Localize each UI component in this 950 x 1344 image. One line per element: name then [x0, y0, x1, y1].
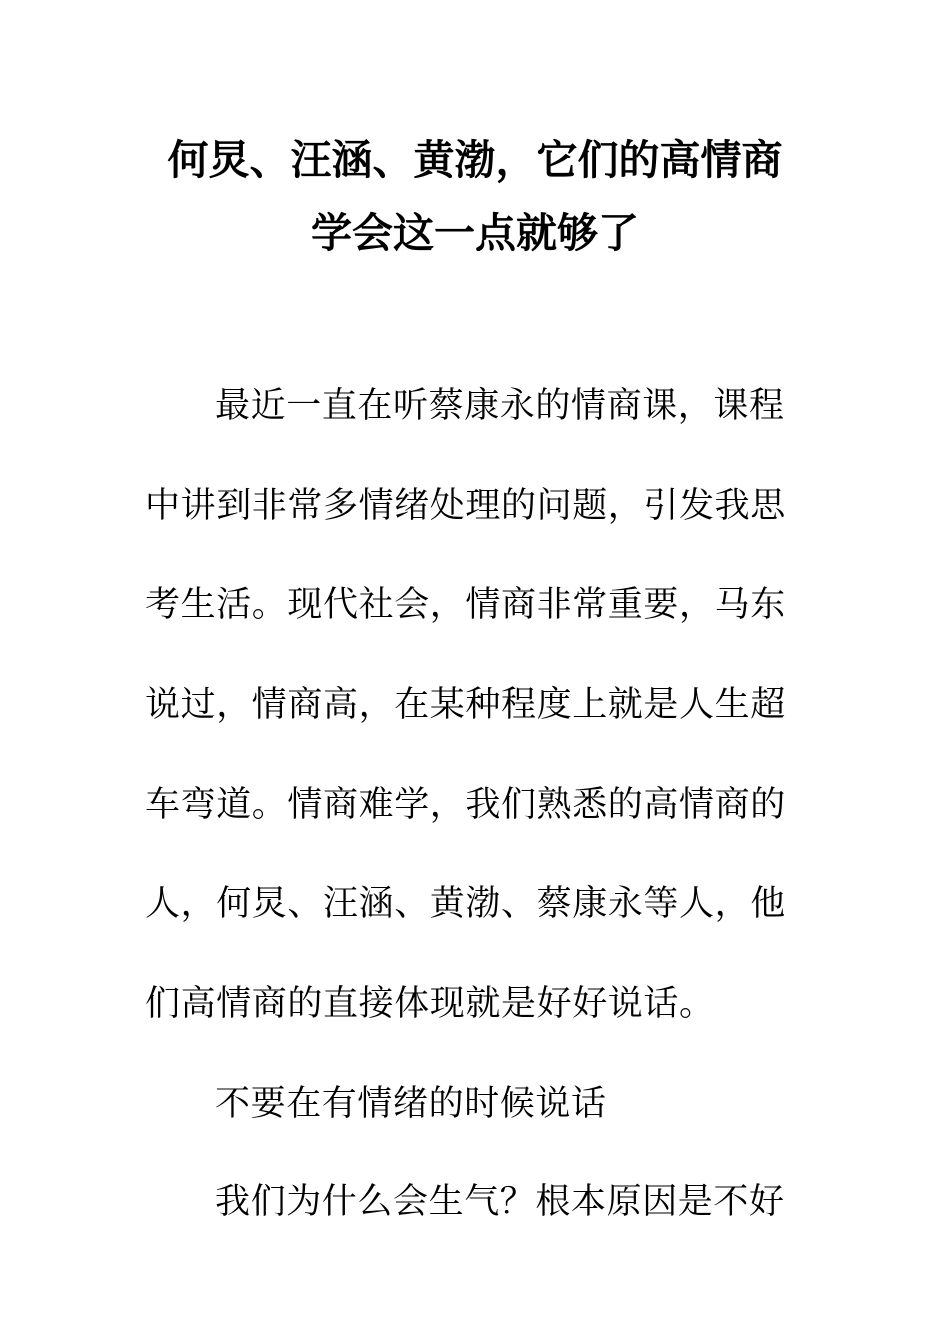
title-line-2: 学会这一点就够了	[311, 209, 639, 257]
paragraph-1-line-4: 说过，情商高，在某种程度上就是人生超	[145, 685, 786, 725]
paragraph-1-line-7: 们高情商的直接体现就是好好说话。	[145, 984, 715, 1024]
paragraph-1-line-3: 考生活。现代社会，情商非常重要，马东	[145, 585, 786, 625]
paragraph-1-line-6: 人，何炅、汪涵、黄渤、蔡康永等人，他	[145, 884, 786, 924]
paragraph-1-line-5: 车弯道。情商难学，我们熟悉的高情商的	[145, 785, 786, 825]
section-subheading: 不要在有情绪的时候说话	[215, 1084, 607, 1124]
paragraph-2-line-1: 我们为什么会生气？根本原因是不好	[215, 1182, 785, 1222]
paragraph-1-line-2: 中讲到非常多情绪处理的问题，引发我思	[145, 486, 786, 526]
paragraph-1-line-1: 最近一直在听蔡康永的情商课，课程	[215, 386, 785, 426]
title-line-1: 何炅、汪涵、黄渤，它们的高情商	[167, 136, 783, 184]
